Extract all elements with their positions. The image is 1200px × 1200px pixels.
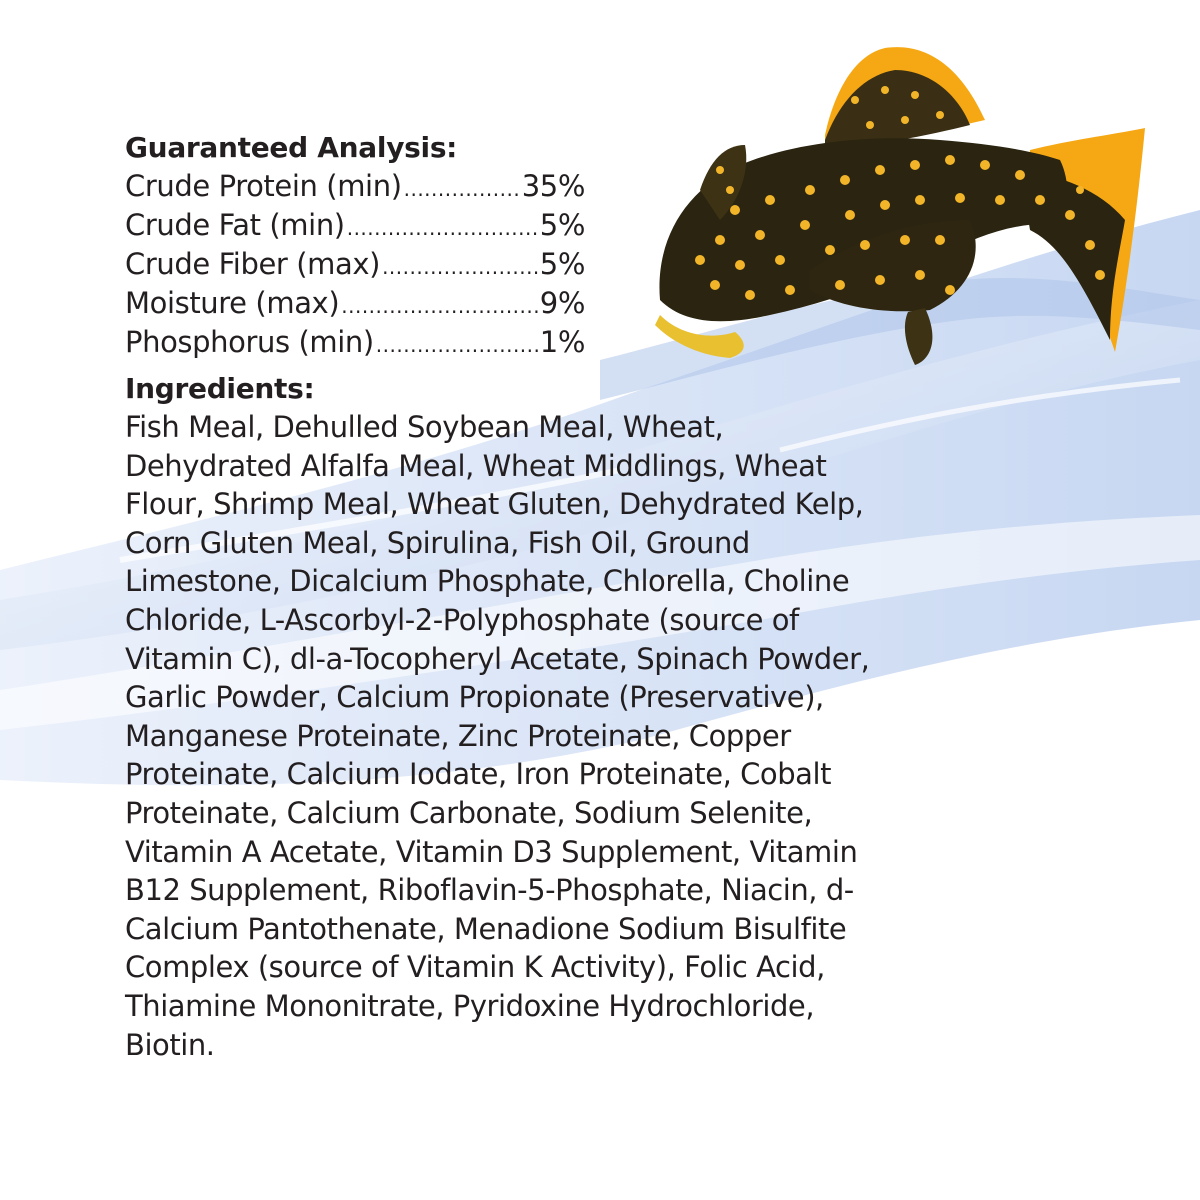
dot-leader [347, 218, 538, 238]
analysis-value: 5% [539, 208, 585, 242]
ingredients-heading: Ingredients: [125, 372, 315, 405]
analysis-label: Phosphorus (min) [125, 325, 374, 359]
analysis-value: 1% [539, 325, 585, 359]
dot-leader [376, 335, 538, 355]
analysis-row-crude-protein [125, 167, 585, 206]
product-label-text [125, 128, 885, 1064]
ingredients-list: Fish Meal, Dehulled Soybean Meal, Wheat, Dehydrated Alfalfa Meal, Wheat Middlings, Wheat Flour, Shrimp Meal, Wheat Gluten, Dehydrated Kelp, Corn Gluten Meal, Spirulina, Fish Oil, Ground Limestone, Dicalcium Phosphate, Chlorella, Choline Chloride, L-Ascorbyl-2-Polyphosphate (source of Vitamin C), dl-a-Tocopheryl Acetate, Spinach Powder, Garlic Powder, Calcium Propionate (Preservative), Manganese Proteinate, Zinc Proteinate, Copper Proteinate, Calcium Iodate, Iron Proteinate, Cobalt Proteinate, Calcium Carbonate, Sodium Selenite, Vitamin A Acetate, Vitamin D3 Supplement, Vitamin B12 Supplement, Riboflavin-5-Phosphate, Niacin, d-Calcium Pantothenate, Menadione Sodium Bisulfite Complex (source of Vitamin K Activity), Folic Acid, Thiamine Mononitrate, Pyridoxine Hydrochloride, Biotin. [125, 410, 870, 1062]
dot-leader [341, 296, 538, 316]
analysis-row-crude-fat [125, 206, 585, 245]
analysis-label: Crude Fat (min) [125, 208, 345, 242]
analysis-value: 35% [521, 169, 585, 203]
analysis-label: Crude Fiber (max) [125, 247, 381, 281]
analysis-row-moisture [125, 284, 585, 323]
analysis-label: Moisture (max) [125, 286, 340, 320]
analysis-value: 9% [539, 286, 585, 320]
analysis-row-phosphorus [125, 323, 585, 362]
dot-leader [404, 179, 520, 199]
analysis-row-crude-fiber [125, 245, 585, 284]
guaranteed-analysis-table [125, 167, 585, 362]
analysis-value: 5% [539, 247, 585, 281]
guaranteed-analysis-heading: Guaranteed Analysis: [125, 131, 458, 164]
dot-leader [382, 257, 538, 277]
analysis-label: Crude Protein (min) [125, 169, 402, 203]
